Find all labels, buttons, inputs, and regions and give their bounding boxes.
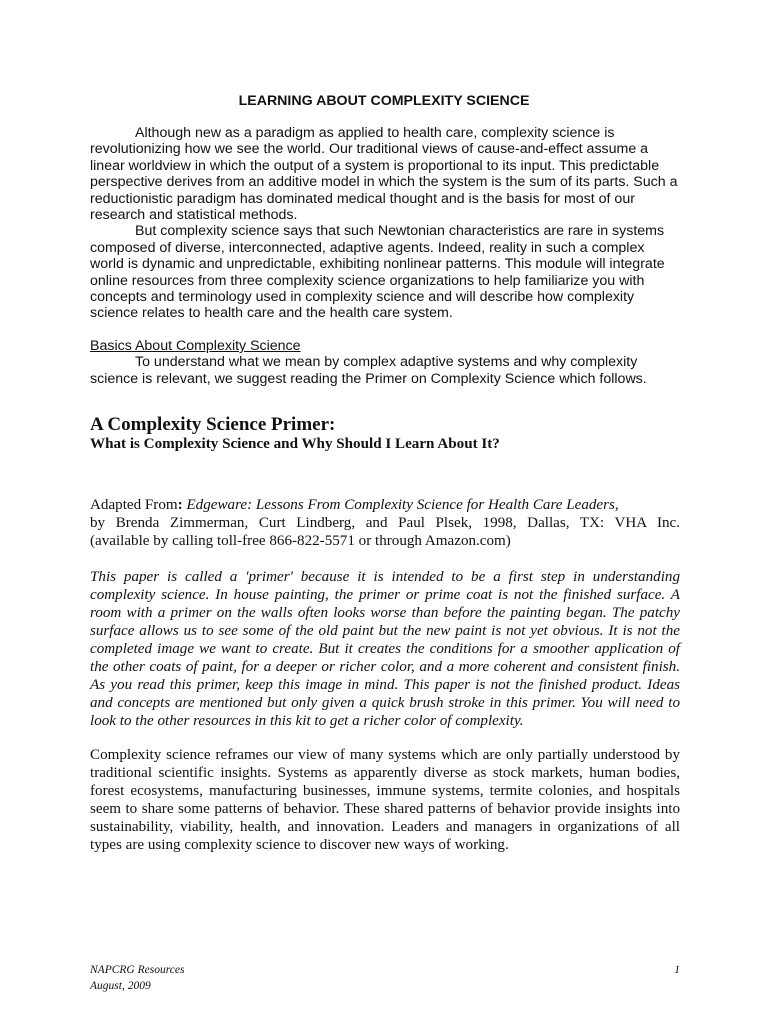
primer-intro-italic: This paper is called a 'primer' because it is intended to be a first step in understanding complexity science. In house painting, the primer or prime coat is not the finished surface. A room with a primer on the walls often looks worse than before the painting began. The patchy surface allows us to see some of the old paint but the new paint is not yet obvious. It is not the completed image we want to create. But it creates the conditions for a smoother application of the other coats of paint, for a deeper or richer color, and a more coherent and consistent finish. As you read this primer, keep this image in mind. This paper is not the finished product. Ideas and concepts are mentioned but only given a quick brush stroke in this primer. You will need to look to the other resources in this kit to get a richer color of complexity. <box>90 569 680 729</box>
adapted-colon: : <box>177 497 183 513</box>
footer-left <box>90 962 184 994</box>
intro-paragraph-2: But complexity science says that such Newtonian characteristics are rare in systems composed of diverse, interconnected, adaptive agents. Indeed, reality in such a complex world is dynamic and unpredictable, exhibiting nonlinear patterns. This module will integrate online resources from three complexity science organizations to help familiarize you with concepts and terminology used in complexity science and will describe how complexity science relates to health care and the health care system. <box>90 223 665 322</box>
intro-paragraph-1: Although new as a paradigm as applied to health care, complexity science is revolutionizing how we see the world. Our traditional views of cause-and-effect assume a linear worldview in which the output of a system is proportional to its input. This predictable perspective derives from an additive model in which the system is the sum of its parts. Such a reductionistic paradigm has dominated medical thought and is the basis for most of our research and statistical methods. <box>90 125 678 224</box>
basics-paragraph: To understand what we mean by complex adaptive systems and why complexity science is relevant, we suggest reading the Primer on Complexity Science which follows. <box>90 354 647 387</box>
primer-subtitle: What is Complexity Science and Why Should I Learn About It? <box>90 436 500 452</box>
book-comma: , <box>614 497 619 513</box>
adapted-from-block <box>90 496 680 550</box>
page-number: 1 <box>674 964 680 976</box>
adapted-from-line <box>90 496 680 514</box>
footer-date: August, 2009 <box>90 980 151 992</box>
adapted-label: Adapted From <box>90 497 178 513</box>
authors-line: by Brenda Zimmerman, Curt Lindberg, and Paul Plsek, 1998, Dallas, TX: VHA Inc. <box>90 515 680 531</box>
page-title: LEARNING ABOUT COMPLEXITY SCIENCE <box>238 93 530 109</box>
primer-body-paragraph: Complexity science reframes our view of many systems which are only partially understood by traditional scientific insights. Systems as apparently diverse as stock markets, human bodies, forest ecosystems, manufacturing businesses, immune systems, termite colonies, and hospitals seem to share some patterns of behavior. These shared patterns of behavior provide insights into sustainability, viability, health, and innovation. Leaders and managers in organizations of all types are using complexity science to discover new ways of working. <box>90 747 680 853</box>
intro-section <box>90 125 680 322</box>
basics-heading: Basics About Complexity Science <box>90 338 301 354</box>
availability-line: (available by calling toll-free 866-822-5571 or through Amazon.com) <box>90 533 511 549</box>
basics-section <box>90 338 680 387</box>
book-title: Edgeware: Lessons From Complexity Science for Health Care Leaders <box>186 497 615 513</box>
primer-title: A Complexity Science Primer: <box>90 414 336 435</box>
footer-org: NAPCRG Resources <box>90 964 185 976</box>
